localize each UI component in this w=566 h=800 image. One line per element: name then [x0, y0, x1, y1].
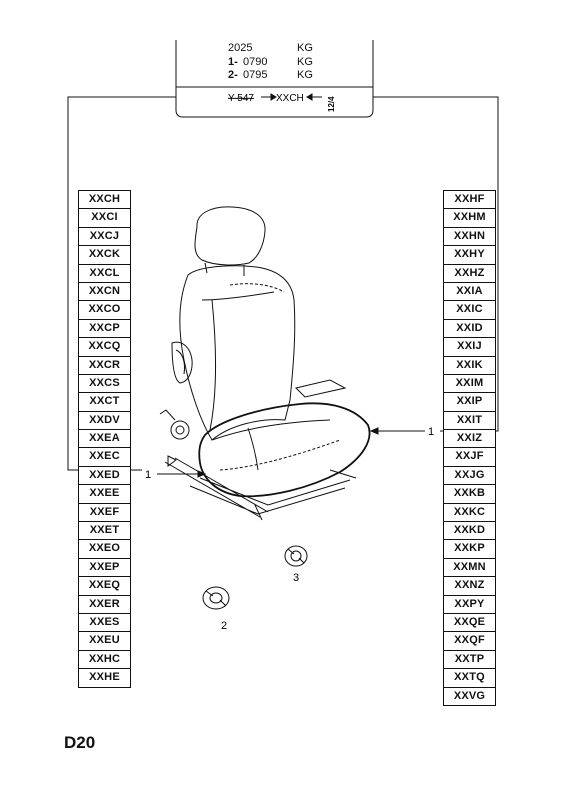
code-cell: XXIZ: [444, 430, 495, 448]
code-cell: XXJF: [444, 448, 495, 466]
code-cell: XXEQ: [79, 577, 130, 595]
code-cell: XXER: [79, 596, 130, 614]
header-unit: KG: [297, 42, 313, 54]
arrow-from-label: Y 547: [228, 93, 254, 104]
code-cell: XXDV: [79, 412, 130, 430]
code-cell: XXKD: [444, 522, 495, 540]
code-cell: XXIP: [444, 393, 495, 411]
backrest: [180, 266, 295, 440]
code-cell: XXEP: [79, 559, 130, 577]
code-cell: XXEE: [79, 485, 130, 503]
code-cell: XXIM: [444, 375, 495, 393]
code-cell: XXED: [79, 467, 130, 485]
code-cell: XXCN: [79, 283, 130, 301]
code-cell: XXCJ: [79, 228, 130, 246]
headrest: [195, 207, 265, 265]
page-id: D20: [64, 733, 96, 752]
code-cell: XXEA: [79, 430, 130, 448]
callout-clip-3: 3: [293, 572, 300, 584]
arrow-to-label: 12/4: [327, 96, 336, 112]
code-cell: XXPY: [444, 596, 495, 614]
header-frame: [176, 40, 373, 117]
code-cell: XXCQ: [79, 338, 130, 356]
clip-part-2: [203, 587, 229, 609]
callout-right: 1: [428, 426, 435, 438]
code-cell: XXEC: [79, 448, 130, 466]
code-cell: XXNZ: [444, 577, 495, 595]
code-cell: XXKB: [444, 485, 495, 503]
code-cell: XXCP: [79, 320, 130, 338]
code-cell: XXHZ: [444, 265, 495, 283]
code-cell: XXCO: [79, 301, 130, 319]
header-number: 2025: [228, 42, 253, 54]
code-cell: XXCH: [79, 191, 130, 209]
header-unit: KG: [297, 69, 313, 81]
clip-part-3: [285, 546, 307, 566]
code-cell: XXTP: [444, 651, 495, 669]
code-cell: XXCK: [79, 246, 130, 264]
callout-clip-2: 2: [221, 620, 228, 632]
code-cell: XXHF: [444, 191, 495, 209]
code-cell: XXEF: [79, 504, 130, 522]
code-cell: XXEU: [79, 632, 130, 650]
code-cell: XXCR: [79, 357, 130, 375]
code-cell: XXHN: [444, 228, 495, 246]
header-number: 0790: [243, 56, 268, 68]
code-cell: XXCI: [79, 209, 130, 227]
code-cell: XXES: [79, 614, 130, 632]
code-cell: XXCL: [79, 265, 130, 283]
code-cell: XXID: [444, 320, 495, 338]
code-cell: XXMN: [444, 559, 495, 577]
code-cell: XXCS: [79, 375, 130, 393]
code-cell: XXVG: [444, 688, 495, 706]
header-number: 0795: [243, 69, 268, 81]
code-cell: XXJG: [444, 467, 495, 485]
code-cell: XXCT: [79, 393, 130, 411]
code-cell: XXIA: [444, 283, 495, 301]
code-cell: XXQE: [444, 614, 495, 632]
code-cell: XXKC: [444, 504, 495, 522]
code-cell: XXQF: [444, 632, 495, 650]
code-cell: XXHC: [79, 651, 130, 669]
code-cell: XXKP: [444, 540, 495, 558]
code-cell: XXIT: [444, 412, 495, 430]
callout-left: 1: [145, 469, 152, 481]
code-cell: XXIK: [444, 357, 495, 375]
code-cell: XXHY: [444, 246, 495, 264]
code-cell: XXEO: [79, 540, 130, 558]
arrow-center-label: XXCH: [276, 93, 304, 104]
header-prefix: 2-: [228, 69, 238, 81]
header-unit: KG: [297, 56, 313, 68]
left-code-list: [78, 190, 131, 688]
code-cell: XXIJ: [444, 338, 495, 356]
code-cell: XXIC: [444, 301, 495, 319]
code-cell: XXET: [79, 522, 130, 540]
header-prefix: 1-: [228, 56, 238, 68]
right-code-list: [443, 190, 496, 706]
code-cell: XXHM: [444, 209, 495, 227]
code-cell: XXTQ: [444, 669, 495, 687]
code-cell: XXHE: [79, 669, 130, 687]
